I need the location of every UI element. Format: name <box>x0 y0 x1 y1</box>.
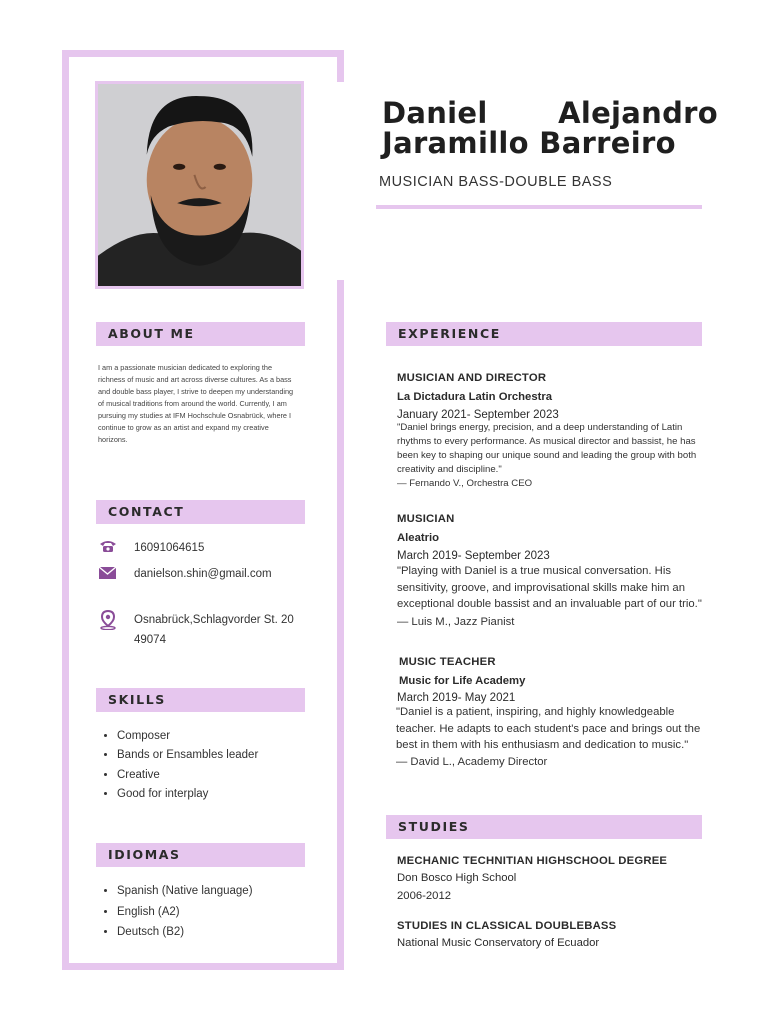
study-2 <box>397 920 616 952</box>
frame-bottom <box>62 963 344 970</box>
frame-top <box>62 50 344 57</box>
contact-heading: CONTACT <box>96 500 305 524</box>
list-item: • Bands or Ensambles leader <box>117 746 258 765</box>
job-testimonial-author: — David L., Academy Director <box>396 755 548 768</box>
languages-heading: IDIOMAS <box>96 843 305 867</box>
job-testimonial: "Playing with Daniel is a true musical conversation. His sensitivity, groove, and improvisational skills make him an exceptional double bassist and an invaluable part of our trio." <box>397 565 702 610</box>
list-item: • Composer <box>117 727 258 746</box>
list-item: • Spanish (Native language) <box>117 881 253 902</box>
phone-icon <box>98 538 118 554</box>
study-years: 2006-2012 <box>397 890 452 902</box>
studies-heading: STUDIES <box>386 815 702 839</box>
email-address[interactable]: danielson.shin@gmail.com <box>134 568 272 580</box>
job-testimonial: "Daniel brings energy, precision, and a deep understanding of Latin rhythms to every performance. As musical director and bassist, he has been key to shaping our unique sound and leading the group with both creativity and discipline." <box>397 422 697 475</box>
job-dates: March 2019- September 2023 <box>397 550 550 562</box>
study-school: Don Bosco High School <box>397 872 517 884</box>
job-organization: Aleatrio <box>397 532 440 544</box>
study-1 <box>397 855 667 905</box>
study-title: STUDIES IN CLASSICAL DOUBLEBASS <box>397 920 617 932</box>
study-title: MECHANIC TECHNITIAN HIGHSCHOOL DEGREE <box>397 855 668 867</box>
job-1 <box>397 372 707 491</box>
envelope-icon <box>98 564 118 580</box>
address-line-1: Osnabrück,Schlagvorder St. 20 <box>134 614 294 626</box>
about-heading: ABOUT ME <box>96 322 305 346</box>
job-organization: La Dictadura Latin Orchestra <box>397 391 553 403</box>
job-3 <box>397 656 707 770</box>
phone-number[interactable]: 16091064615 <box>134 542 205 554</box>
experience-heading: EXPERIENCE <box>386 322 702 346</box>
job-dates: January 2021- September 2023 <box>397 409 559 421</box>
job-2 <box>397 513 707 630</box>
job-organization: Music for Life Academy <box>399 675 526 687</box>
list-item: • Good for interplay <box>117 785 258 804</box>
frame-right-top <box>337 50 344 82</box>
contact-address <box>98 610 294 650</box>
job-testimonial: "Daniel is a patient, inspiring, and highly knowledgeable teacher. He adapts to each student's pace and brings out the best in them with his enthusiasm and dedication to music." <box>396 706 701 751</box>
name-first: Daniel <box>382 96 488 130</box>
study-school: National Music Conservatory of Ecuador <box>397 937 600 949</box>
name-surnames: Jaramillo Barreiro <box>382 126 676 160</box>
address <box>134 610 294 650</box>
name-middle: Alejandro <box>558 96 718 130</box>
address-line-2: 49074 <box>134 634 166 646</box>
profile-photo <box>95 81 304 289</box>
job-title: MUSICIAN BASS-DOUBLE BASS <box>379 174 613 190</box>
frame-left <box>62 50 69 970</box>
list-item: • English (A2) <box>117 902 253 923</box>
job-testimonial-author: — Luis M., Jazz Pianist <box>397 615 515 628</box>
languages-list <box>100 881 253 943</box>
title-underline <box>376 205 702 209</box>
job-testimonial-author: — Fernando V., Orchestra CEO <box>397 478 533 489</box>
job-role: MUSICIAN AND DIRECTOR <box>397 372 547 384</box>
list-item: • Creative <box>117 766 258 785</box>
skills-list <box>100 727 258 804</box>
job-role: MUSIC TEACHER <box>399 656 496 668</box>
contact-phone <box>98 538 204 558</box>
frame-right-bottom <box>337 280 344 970</box>
list-item: • Deutsch (B2) <box>117 922 253 943</box>
location-pin-icon <box>98 610 118 626</box>
skills-heading: SKILLS <box>96 688 305 712</box>
contact-email <box>98 564 272 584</box>
job-role: MUSICIAN <box>397 513 455 525</box>
about-text: I am a passionate musician dedicated to exploring the richness of music and art across diverse cultures. As a bass and double bass player, I strive to deepen my understanding of musical traditions from around the world. Currently, I am pursuing my studies at IFM Hochschule Osnabrück, where I continue to grow as an artist and expand my creative horizons. <box>98 363 294 444</box>
candidate-name <box>382 98 718 158</box>
job-dates: March 2019- May 2021 <box>397 692 516 704</box>
